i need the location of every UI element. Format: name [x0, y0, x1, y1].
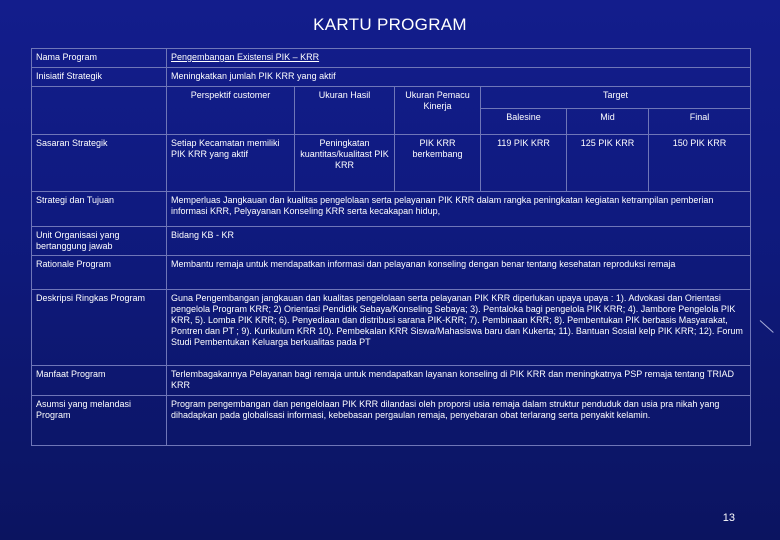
header-perspektif: Perspektif customer [167, 87, 295, 135]
asumsi-value: Program pengembangan dan pengelolaan PIK KRR dilandasi oleh proporsi usia remaja dalam struktur penduduk dan usia pra nikah yang dihadapkan pada globalisasi informasi, kebebasan pergaulan remaja, penyebaran obat terlarang serta penyakit kelamin. [167, 396, 751, 446]
sasaran-balesine: 119 PIK KRR [481, 135, 567, 192]
sasaran-ukuran-pemacu: PIK KRR berkembang [395, 135, 481, 192]
nama-program-value: Pengembangan Existensi PIK – KRR [167, 49, 751, 68]
page-title: KARTU PROGRAM [313, 15, 467, 34]
row-asumsi [32, 396, 751, 446]
header-final: Final [649, 109, 751, 135]
sasaran-label: Sasaran Strategik [32, 135, 167, 192]
header-mid: Mid [567, 109, 649, 135]
header-empty-cell [32, 87, 167, 135]
strategi-label: Strategi dan Tujuan [32, 192, 167, 227]
row-header-1 [32, 87, 751, 109]
rationale-value: Membantu remaja untuk mendapatkan informasi dan pelayanan konseling dengan benar tentang kesehatan reproduksi remaja [167, 256, 751, 290]
program-card-table [31, 48, 751, 446]
row-deskripsi [32, 290, 751, 366]
unit-organisasi-value: Bidang KB - KR [167, 227, 751, 256]
deskripsi-value: Guna Pengembangan jangkauan dan kualitas pengelolaan serta pelayanan PIK KRR diperlukan upaya upaya : 1). Advokasi dan Orientasi pengelola Program KRR; 2) Orientasi Pendidik Sebaya/Konseling Sebaya; 3). Pentaloka bagi pengelola PIK KRR; 4). Jambore Pengelola PIK KRR, 5). Lomba PIK KRR; 6). Penyediaan dan distribusi sarana PIK-KRR; 7). Pembinaan KRR; 8). Pembentukan PIK berbasis Masyarakat, Pontren dan PT ; 9). Kurikulum KRR 10). Pembekalan KRR Siswa/Mahasiswa baru dan Kukerta; 11). Bantuan Sosial kelp PIK KRR; 12). Forum Studi Pembentukan Keluarga berkualitas pada PT [167, 290, 751, 366]
rationale-label: Rationale Program [32, 256, 167, 290]
decorative-line [760, 320, 774, 333]
sasaran-perspektif: Setiap Kecamatan memiliki PIK KRR yang aktif [167, 135, 295, 192]
page-number: 13 [722, 512, 735, 524]
header-ukuran-pemacu: Ukuran Pemacu Kinerja [395, 87, 481, 135]
deskripsi-label: Deskripsi Ringkas Program [32, 290, 167, 366]
strategi-value: Memperluas Jangkauan dan kualitas pengelolaan serta pelayanan PIK KRR dalam rangka peningkatan kegiatan ketrampilan pemberian informasi KRR, Pelyayanan Konseling KRR serta kecakapan hidup, [167, 192, 751, 227]
row-inisiatif [32, 68, 751, 87]
header-balesine: Balesine [481, 109, 567, 135]
inisiatif-value: Meningkatkan jumlah PIK KRR yang aktif [167, 68, 751, 87]
asumsi-label: Asumsi yang melandasi Program [32, 396, 167, 446]
sasaran-final: 150 PIK KRR [649, 135, 751, 192]
sasaran-mid: 125 PIK KRR [567, 135, 649, 192]
unit-organisasi-label: Unit Organisasi yang bertanggung jawab [32, 227, 167, 256]
nama-program-label: Nama Program [32, 49, 167, 68]
row-sasaran [32, 135, 751, 192]
row-nama-program [32, 49, 751, 68]
manfaat-value: Terlembagakannya Pelayanan bagi remaja untuk mendapatkan layanan konseling di PIK KRR dan meningkatnya PSP remaja tentang TRIAD KRR [167, 366, 751, 396]
inisiatif-label: Inisiatif Strategik [32, 68, 167, 87]
header-ukuran-hasil: Ukuran Hasil [295, 87, 395, 135]
row-strategi [32, 192, 751, 227]
row-unit-organisasi [32, 227, 751, 256]
sasaran-ukuran-hasil: Peningkatan kuantitas/kualitast PIK KRR [295, 135, 395, 192]
row-rationale [32, 256, 751, 290]
manfaat-label: Manfaat Program [32, 366, 167, 396]
row-manfaat [32, 366, 751, 396]
header-target: Target [481, 87, 751, 109]
